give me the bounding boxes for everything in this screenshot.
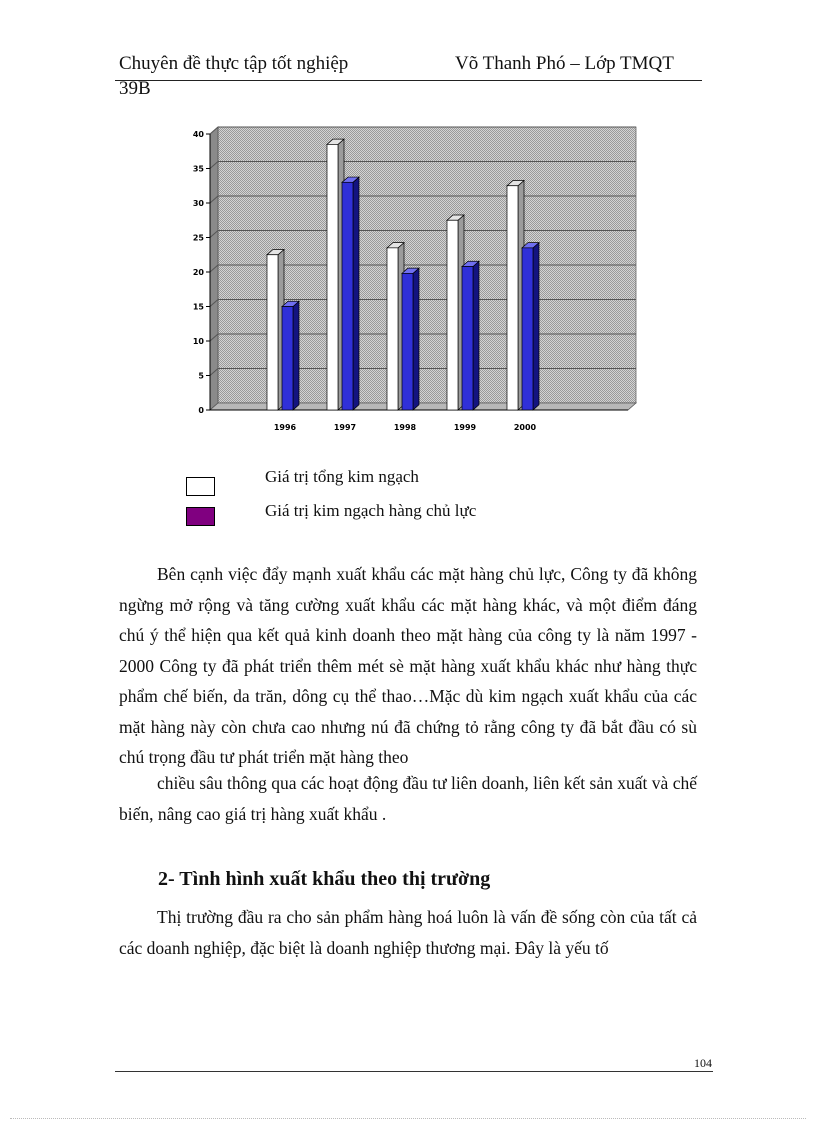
bar-total-value	[507, 181, 524, 411]
footer-rule	[115, 1071, 713, 1072]
page-bottom-border	[10, 1118, 806, 1119]
paragraph-text: Bên cạnh việc đẩy mạnh xuất khẩu các mặt hàng chủ lực, Công ty đã không ngừng mở rộng và tăng cường xuất khẩu các mặt hàng khác, và một điểm đáng chú ý thể hiện qua kết quả kinh doanh theo mặt hàng của công ty là năm 1997 - 2000 Công ty đã phát triển thêm mét sè mặt hàng xuất khẩu khác như hàng thực phẩm chế biến, da trăn, dông cụ thể thao…Mặc dù kim ngạch xuất khẩu của các mặt hàng này còn chưa cao nhưng nú đã chứng tỏ rằng công ty đã bắt đầu có sù chú trọng đầu tư phát triển mặt hàng theo	[119, 564, 697, 767]
body-paragraph	[119, 902, 697, 963]
header-author: Võ Thanh Phó – Lớp TMQT	[455, 53, 674, 74]
page-number: 104	[694, 1056, 712, 1070]
y-tick-label: 25	[192, 233, 204, 243]
y-tick-label: 40	[192, 130, 204, 139]
y-tick-label: 10	[192, 337, 204, 346]
y-tick-label: 30	[192, 199, 204, 208]
bar-main-value	[462, 261, 479, 410]
header-class-suffix: 39B	[119, 78, 151, 99]
x-axis-ticks	[274, 423, 537, 432]
header-title: Chuyên đề thực tập tốt nghiệp	[119, 53, 349, 74]
y-tick-label: 5	[198, 371, 204, 381]
bar-total-value	[267, 250, 284, 411]
legend-label-main: Giá trị kim ngạch hàng chủ lực	[265, 501, 477, 520]
bar-main-value	[402, 268, 419, 410]
bar-main-value	[522, 243, 539, 410]
bar-main-value	[342, 177, 359, 410]
x-tick-label: 1997	[333, 423, 357, 432]
y-tick-label: 15	[192, 302, 204, 312]
export-value-bar-chart	[180, 122, 650, 438]
paragraph-text: Thị trường đầu ra cho sản phẩm hàng hoá luôn là vấn đề sống còn của tất cả các doanh nghiệp, đặc biệt là doanh nghiệp thương mại. Đây là yếu tố	[119, 907, 697, 958]
header-rule	[115, 80, 702, 81]
body-paragraph	[119, 559, 697, 773]
legend-swatch-main	[186, 507, 215, 526]
bar-main-value	[282, 301, 299, 410]
y-tick-label: 20	[192, 268, 204, 277]
paragraph-text: chiều sâu thông qua các hoạt động đầu tư liên doanh, liên kết sản xuất và chế biến, nâng cao giá trị hàng xuất khẩu .	[119, 773, 697, 824]
x-tick-label: 1999	[453, 423, 477, 432]
legend-label-total: Giá trị tổng kim ngạch	[265, 467, 419, 486]
legend-swatch-total	[186, 477, 215, 496]
y-tick-label: 0	[198, 406, 204, 415]
y-tick-label: 35	[192, 164, 204, 174]
bar-total-value	[327, 139, 344, 410]
bar-total-value	[387, 243, 404, 410]
body-paragraph	[119, 768, 697, 829]
x-tick-label: 1998	[393, 423, 417, 432]
x-tick-label: 1996	[273, 423, 297, 432]
section-heading: 2- Tình hình xuất khẩu theo thị trường	[158, 868, 491, 890]
x-tick-label: 2000	[513, 423, 537, 432]
bar-total-value	[447, 215, 464, 410]
